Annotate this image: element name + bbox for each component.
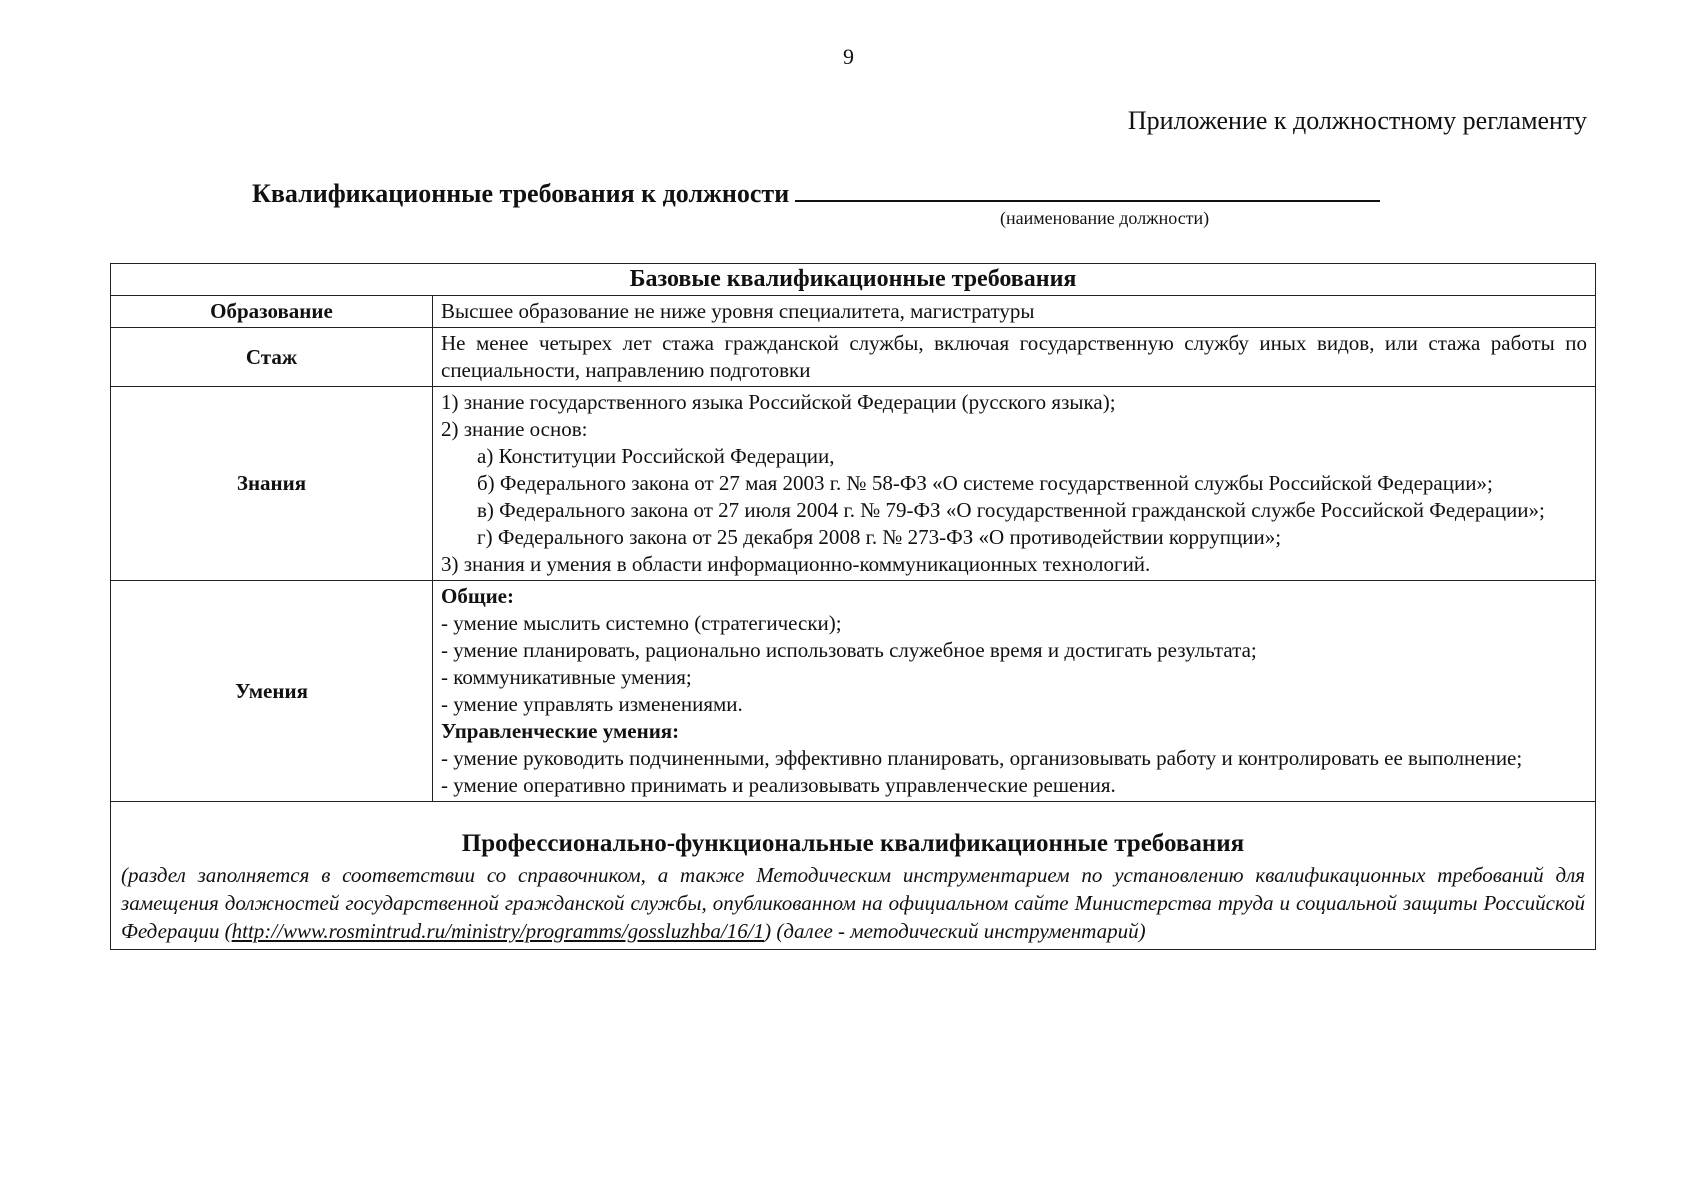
mintrud-link[interactable]: http://www.rosmintrud.ru/ministry/programms/gossluzhba/16/1: [231, 919, 765, 943]
knowledge-item: а) Конституции Российской Федерации,: [477, 444, 835, 468]
professional-row: [111, 802, 1596, 950]
experience-label: Стаж: [111, 328, 433, 387]
management-skills-title: Управленческие умения:: [441, 719, 680, 743]
position-name-hint: (наименование должности): [1000, 208, 1210, 228]
experience-value: Не менее четырех лет стажа гражданской службы, включая государственную службу иных видов, или стажа работы по специальности, направлению подготовки: [433, 328, 1596, 387]
professional-note: [121, 861, 1585, 945]
general-skill: - умение управлять изменениями.: [441, 692, 743, 716]
knowledge-line: 1) знание государственного языка Российской Федерации (русского языка);: [441, 390, 1116, 414]
requirements-table: [110, 263, 1596, 950]
knowledge-item: б) Федерального закона от 27 мая 2003 г. № 58-ФЗ «О системе государственной службы Российской Федерации»;: [477, 471, 1493, 495]
knowledge-line: 2) знание основ:: [441, 417, 588, 441]
general-skill: - умение планировать, рационально использовать служебное время и достигать результата;: [441, 638, 1257, 662]
knowledge-item: г) Федерального закона от 25 декабря 2008 г. № 273-ФЗ «О противодействии коррупции»;: [477, 525, 1282, 549]
general-skills-title: Общие:: [441, 584, 514, 608]
professional-note-text: (раздел заполняется в соответствии со справочником, а также Методическим инструментарием по установлению квалификационных требований для замещения должностей государственной гражданской службы, опубликованном на официальном сайте Министерства труда и социальной защиты Российской Федерации (: [121, 863, 1585, 943]
skills-row: [111, 581, 1596, 802]
document-title-text: Квалификационные требования к должности: [252, 179, 790, 208]
table-header: Базовые квалификационные требования: [111, 264, 1596, 296]
professional-title: Профессионально-функциональные квалификационные требования: [461, 830, 1245, 857]
appendix-note: Приложение к должностному регламенту: [1127, 106, 1587, 135]
knowledge-label: Знания: [111, 387, 433, 581]
experience-row: [111, 328, 1596, 387]
document-title: [252, 178, 1380, 209]
knowledge-value: [433, 387, 1596, 581]
education-label: Образование: [111, 296, 433, 328]
knowledge-line: 3) знания и умения в области информационно-коммуникационных технологий.: [441, 552, 1151, 576]
education-value: Высшее образование не ниже уровня специалитета, магистратуры: [433, 296, 1596, 328]
management-skill: - умение оперативно принимать и реализовывать управленческие решения.: [441, 773, 1116, 797]
knowledge-row: [111, 387, 1596, 581]
professional-note-end: ) (далее - методический инструментарий): [764, 919, 1146, 943]
knowledge-item: в) Федерального закона от 27 июля 2004 г. № 79-ФЗ «О государственной гражданской службе Российской Федерации»;: [477, 498, 1545, 522]
general-skill: - умение мыслить системно (стратегически);: [441, 611, 842, 635]
management-skill: - умение руководить подчиненными, эффективно планировать, организовывать работу и контролировать ее выполнение;: [441, 746, 1523, 770]
education-row: [111, 296, 1596, 328]
position-name-blank: [795, 178, 1380, 202]
skills-label: Умения: [111, 581, 433, 802]
general-skill: - коммуникативные умения;: [441, 665, 692, 689]
table-header-row: [111, 264, 1596, 296]
professional-section: [111, 802, 1596, 950]
skills-value: [433, 581, 1596, 802]
page-number: 9: [843, 44, 854, 69]
